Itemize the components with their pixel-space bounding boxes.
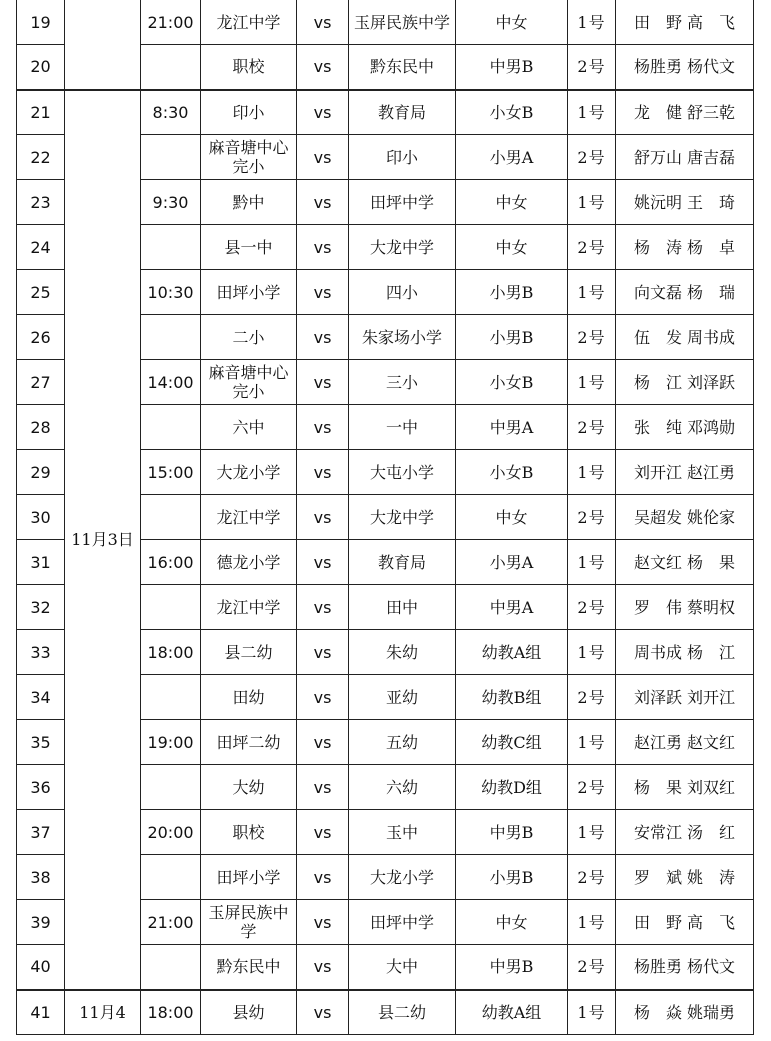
match-number-cell: 20 <box>17 45 65 90</box>
team-b-cell: 朱家场小学 <box>349 315 456 360</box>
match-number-cell: 41 <box>17 990 65 1035</box>
team-b-cell: 一中 <box>349 405 456 450</box>
court-cell: 2号 <box>568 765 616 810</box>
match-time-cell <box>141 495 201 540</box>
team-b-cell: 玉中 <box>349 810 456 855</box>
table-row <box>17 0 754 45</box>
versus-cell: vs <box>297 450 349 495</box>
team-b-cell: 大中 <box>349 945 456 990</box>
referees-cell: 姚沅明 王 琦 <box>616 180 754 225</box>
match-number-cell: 21 <box>17 90 65 135</box>
group-cell: 小女B <box>456 360 568 405</box>
referees-cell: 杨 果 刘双红 <box>616 765 754 810</box>
referees-cell: 舒万山 唐吉磊 <box>616 135 754 180</box>
group-cell: 中男B <box>456 810 568 855</box>
match-time-cell: 10:30 <box>141 270 201 315</box>
referees-cell: 赵文红 杨 果 <box>616 540 754 585</box>
court-cell: 2号 <box>568 585 616 630</box>
group-cell: 中女 <box>456 495 568 540</box>
court-cell: 1号 <box>568 0 616 45</box>
match-time-cell: 18:00 <box>141 990 201 1035</box>
group-cell: 幼教B组 <box>456 675 568 720</box>
versus-cell: vs <box>297 225 349 270</box>
referees-cell: 杨 江 刘泽跃 <box>616 360 754 405</box>
team-b-cell: 六幼 <box>349 765 456 810</box>
court-cell: 2号 <box>568 945 616 990</box>
court-cell: 1号 <box>568 90 616 135</box>
match-number-cell: 39 <box>17 900 65 945</box>
match-time-cell <box>141 135 201 180</box>
group-cell: 幼教D组 <box>456 765 568 810</box>
match-number-cell: 24 <box>17 225 65 270</box>
group-cell: 中男B <box>456 945 568 990</box>
group-cell: 中女 <box>456 180 568 225</box>
team-a-cell: 田幼 <box>201 675 297 720</box>
match-number-cell: 22 <box>17 135 65 180</box>
match-time-cell <box>141 945 201 990</box>
referees-cell: 赵江勇 赵文红 <box>616 720 754 765</box>
match-time-cell: 21:00 <box>141 0 201 45</box>
referees-cell: 杨胜勇 杨代文 <box>616 945 754 990</box>
versus-cell: vs <box>297 405 349 450</box>
match-number-cell: 27 <box>17 360 65 405</box>
versus-cell: vs <box>297 900 349 945</box>
match-number-cell: 38 <box>17 855 65 900</box>
group-cell: 小男A <box>456 135 568 180</box>
group-cell: 中男B <box>456 45 568 90</box>
versus-cell: vs <box>297 720 349 765</box>
team-a-cell: 龙江中学 <box>201 495 297 540</box>
team-a-cell: 麻音塘中心完小 <box>201 135 297 180</box>
court-cell: 2号 <box>568 45 616 90</box>
referees-cell: 吴超发 姚伦家 <box>616 495 754 540</box>
team-b-cell: 大龙中学 <box>349 225 456 270</box>
group-cell: 幼教A组 <box>456 630 568 675</box>
team-b-cell: 大屯小学 <box>349 450 456 495</box>
table-row <box>17 90 754 135</box>
team-a-cell: 印小 <box>201 90 297 135</box>
court-cell: 2号 <box>568 225 616 270</box>
match-time-cell <box>141 585 201 630</box>
team-b-cell: 朱幼 <box>349 630 456 675</box>
versus-cell: vs <box>297 810 349 855</box>
court-cell: 1号 <box>568 540 616 585</box>
match-time-cell <box>141 675 201 720</box>
versus-cell: vs <box>297 135 349 180</box>
court-cell: 1号 <box>568 630 616 675</box>
referees-cell: 田 野 高 飞 <box>616 900 754 945</box>
court-cell: 2号 <box>568 135 616 180</box>
team-a-cell: 田坪小学 <box>201 270 297 315</box>
versus-cell: vs <box>297 495 349 540</box>
match-number-cell: 32 <box>17 585 65 630</box>
match-number-cell: 19 <box>17 0 65 45</box>
referees-cell: 安常江 汤 红 <box>616 810 754 855</box>
match-number-cell: 28 <box>17 405 65 450</box>
referees-cell: 伍 发 周书成 <box>616 315 754 360</box>
referees-cell: 刘开江 赵江勇 <box>616 450 754 495</box>
schedule-body <box>17 0 754 1035</box>
group-cell: 幼教C组 <box>456 720 568 765</box>
match-time-cell: 20:00 <box>141 810 201 855</box>
team-b-cell: 亚幼 <box>349 675 456 720</box>
match-number-cell: 40 <box>17 945 65 990</box>
referees-cell: 向文磊 杨 瑞 <box>616 270 754 315</box>
team-b-cell: 田坪中学 <box>349 900 456 945</box>
team-a-cell: 大幼 <box>201 765 297 810</box>
match-number-cell: 30 <box>17 495 65 540</box>
team-b-cell: 田坪中学 <box>349 180 456 225</box>
court-cell: 1号 <box>568 360 616 405</box>
team-b-cell: 三小 <box>349 360 456 405</box>
match-date-cell: 11月3日 <box>65 90 141 990</box>
match-number-cell: 34 <box>17 675 65 720</box>
match-time-cell: 18:00 <box>141 630 201 675</box>
team-b-cell: 县二幼 <box>349 990 456 1035</box>
versus-cell: vs <box>297 765 349 810</box>
match-time-cell <box>141 765 201 810</box>
referees-cell: 罗 斌 姚 涛 <box>616 855 754 900</box>
match-time-cell: 8:30 <box>141 90 201 135</box>
referees-cell: 张 纯 邓鸿勋 <box>616 405 754 450</box>
team-b-cell: 教育局 <box>349 540 456 585</box>
group-cell: 幼教A组 <box>456 990 568 1035</box>
match-time-cell <box>141 405 201 450</box>
group-cell: 小男B <box>456 270 568 315</box>
team-b-cell: 印小 <box>349 135 456 180</box>
court-cell: 1号 <box>568 810 616 855</box>
versus-cell: vs <box>297 855 349 900</box>
team-b-cell: 四小 <box>349 270 456 315</box>
group-cell: 中男A <box>456 585 568 630</box>
court-cell: 2号 <box>568 315 616 360</box>
team-a-cell: 龙江中学 <box>201 0 297 45</box>
versus-cell: vs <box>297 0 349 45</box>
match-time-cell <box>141 45 201 90</box>
referees-cell: 龙 健 舒三乾 <box>616 90 754 135</box>
team-b-cell: 五幼 <box>349 720 456 765</box>
referees-cell: 杨 焱 姚瑞勇 <box>616 990 754 1035</box>
team-a-cell: 德龙小学 <box>201 540 297 585</box>
versus-cell: vs <box>297 630 349 675</box>
team-b-cell: 黔东民中 <box>349 45 456 90</box>
versus-cell: vs <box>297 45 349 90</box>
versus-cell: vs <box>297 585 349 630</box>
group-cell: 中女 <box>456 900 568 945</box>
versus-cell: vs <box>297 360 349 405</box>
versus-cell: vs <box>297 990 349 1035</box>
versus-cell: vs <box>297 675 349 720</box>
versus-cell: vs <box>297 180 349 225</box>
referees-cell: 周书成 杨 江 <box>616 630 754 675</box>
match-number-cell: 26 <box>17 315 65 360</box>
versus-cell: vs <box>297 540 349 585</box>
group-cell: 小女B <box>456 90 568 135</box>
court-cell: 1号 <box>568 270 616 315</box>
team-b-cell: 玉屏民族中学 <box>349 0 456 45</box>
team-a-cell: 县二幼 <box>201 630 297 675</box>
match-number-cell: 37 <box>17 810 65 855</box>
court-cell: 1号 <box>568 900 616 945</box>
match-time-cell <box>141 315 201 360</box>
referees-cell: 刘泽跃 刘开江 <box>616 675 754 720</box>
court-cell: 2号 <box>568 855 616 900</box>
team-b-cell: 大龙中学 <box>349 495 456 540</box>
team-a-cell: 黔中 <box>201 180 297 225</box>
court-cell: 2号 <box>568 405 616 450</box>
team-a-cell: 县幼 <box>201 990 297 1035</box>
court-cell: 2号 <box>568 675 616 720</box>
referees-cell: 杨胜勇 杨代文 <box>616 45 754 90</box>
match-number-cell: 25 <box>17 270 65 315</box>
match-number-cell: 33 <box>17 630 65 675</box>
team-a-cell: 职校 <box>201 45 297 90</box>
team-a-cell: 黔东民中 <box>201 945 297 990</box>
court-cell: 1号 <box>568 990 616 1035</box>
match-time-cell <box>141 225 201 270</box>
match-time-cell: 9:30 <box>141 180 201 225</box>
court-cell: 2号 <box>568 495 616 540</box>
court-cell: 1号 <box>568 450 616 495</box>
team-a-cell: 龙江中学 <box>201 585 297 630</box>
team-b-cell: 大龙小学 <box>349 855 456 900</box>
team-b-cell: 教育局 <box>349 90 456 135</box>
team-a-cell: 县一中 <box>201 225 297 270</box>
versus-cell: vs <box>297 270 349 315</box>
match-number-cell: 35 <box>17 720 65 765</box>
team-a-cell: 麻音塘中心完小 <box>201 360 297 405</box>
match-date-cell <box>65 0 141 90</box>
match-number-cell: 29 <box>17 450 65 495</box>
referees-cell: 杨 涛 杨 卓 <box>616 225 754 270</box>
match-time-cell: 16:00 <box>141 540 201 585</box>
team-a-cell: 田坪小学 <box>201 855 297 900</box>
match-number-cell: 31 <box>17 540 65 585</box>
team-a-cell: 玉屏民族中学 <box>201 900 297 945</box>
match-time-cell: 19:00 <box>141 720 201 765</box>
group-cell: 小男B <box>456 315 568 360</box>
match-time-cell: 14:00 <box>141 360 201 405</box>
team-a-cell: 六中 <box>201 405 297 450</box>
table-row <box>17 990 754 1035</box>
team-a-cell: 职校 <box>201 810 297 855</box>
versus-cell: vs <box>297 90 349 135</box>
referees-cell: 田 野 高 飞 <box>616 0 754 45</box>
group-cell: 中女 <box>456 0 568 45</box>
match-date-cell: 11月4 <box>65 990 141 1035</box>
match-number-cell: 23 <box>17 180 65 225</box>
referees-cell: 罗 伟 蔡明权 <box>616 585 754 630</box>
match-time-cell <box>141 855 201 900</box>
match-number-cell: 36 <box>17 765 65 810</box>
versus-cell: vs <box>297 945 349 990</box>
team-a-cell: 田坪二幼 <box>201 720 297 765</box>
match-time-cell: 21:00 <box>141 900 201 945</box>
team-b-cell: 田中 <box>349 585 456 630</box>
group-cell: 中女 <box>456 225 568 270</box>
court-cell: 1号 <box>568 720 616 765</box>
match-time-cell: 15:00 <box>141 450 201 495</box>
team-a-cell: 二小 <box>201 315 297 360</box>
group-cell: 小女B <box>456 450 568 495</box>
group-cell: 小男B <box>456 855 568 900</box>
group-cell: 小男A <box>456 540 568 585</box>
team-a-cell: 大龙小学 <box>201 450 297 495</box>
versus-cell: vs <box>297 315 349 360</box>
match-schedule-table <box>16 0 754 1035</box>
court-cell: 1号 <box>568 180 616 225</box>
group-cell: 中男A <box>456 405 568 450</box>
